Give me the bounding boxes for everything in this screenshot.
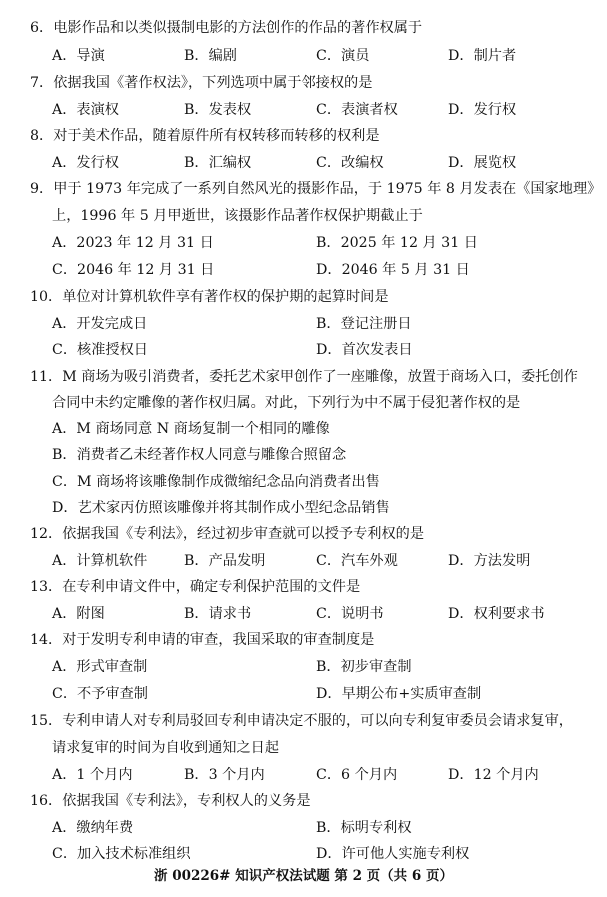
option-d: D．权利要求书 [448,606,545,622]
option-b: B．编剧 [184,48,237,64]
question-11-option-d [52,498,592,518]
option-d: D．发行权 [448,102,517,118]
option-d: D．首次发表日 [316,342,413,358]
option-b: B．登记注册日 [316,316,412,332]
question-11-stem-line2: 合同中未约定雕像的著作权归属。对此，下列行为中不属于侵犯著作权的是 [52,395,521,411]
question-10-options-row1 [52,314,592,334]
option-a: A．形式审查制 [52,659,148,675]
option-c: C．6 个月内 [316,767,398,783]
option-a: A．2023 年 12 月 31 日 [52,235,214,251]
option-b: B．请求书 [184,606,252,622]
question-8-stem: 8．对于美术作品，随着原件所有权转移而转移的权利是 [30,128,380,144]
question-14-options-row2 [52,684,592,704]
option-d: D．早期公布+实质审查制 [316,686,482,702]
question-10-stem: 10．单位对计算机软件享有著作权的保护期的起算时间是 [30,289,389,305]
question-16-options-row1 [52,818,592,838]
option-c: C．表演者权 [316,102,398,118]
question-9-stem-line1: 9．甲于 1973 年完成了一系列自然风光的摄影作品，于 1975 年 8 月发表在《国家地理》 [30,181,602,197]
question-11-option-a [52,419,592,439]
option-d: D．展览权 [448,155,517,171]
question-16-stem: 16．依据我国《专利法》，专利权人的义务是 [30,793,311,809]
option-c: C．演员 [316,48,370,64]
option-a: A．计算机软件 [52,553,148,569]
question-11-stem-line1: 11．M 商场为吸引消费者，委托艺术家甲创作了一座雕像，放置于商场入口，委托创作 [30,369,578,385]
question-13-options [52,604,592,624]
question-9-options-row1 [52,233,592,253]
option-b: B．标明专利权 [316,820,412,836]
question-15-stem-line1: 15．专利申请人对专利局驳回专利申请决定不服的，可以向专利复审委员会请求复审， [30,713,573,729]
question-15-options [52,765,592,785]
option-b: B．2025 年 12 月 31 日 [316,235,478,251]
option-c: C．不予审查制 [52,686,148,702]
option-b: B．消费者乙未经著作权人同意与雕像合照留念 [52,447,347,463]
option-a: A．发行权 [52,155,119,171]
question-12-stem: 12．依据我国《专利法》，经过初步审查就可以授予专利权的是 [30,526,425,542]
question-9-stem-line2: 上，1996 年 5 月甲逝世，该摄影作品著作权保护期截止于 [52,208,423,224]
question-11-option-b [52,445,592,465]
question-10-options-row2 [52,340,592,360]
question-7-stem: 7．依据我国《著作权法》，下列选项中属于邻接权的是 [30,75,373,91]
option-c: C．说明书 [316,606,384,622]
option-d: D．方法发明 [448,553,531,569]
option-c: C．加入技术标准组织 [52,846,191,862]
option-a: A．表演权 [52,102,119,118]
question-8-options [52,153,592,173]
option-a: A．M 商场同意 N 商场复制一个相同的雕像 [52,421,330,437]
option-a: A．1 个月内 [52,767,133,783]
question-14-options-row1 [52,657,592,677]
option-d: D．2046 年 5 月 31 日 [316,262,470,278]
question-7-options [52,100,592,120]
option-a: A．开发完成日 [52,316,148,332]
page-footer: 浙 00226# 知识产权法试题 第 2 页（共 6 页） [154,868,453,884]
question-12-options [52,551,592,571]
option-b: B．汇编权 [184,155,252,171]
option-d: D．许可他人实施专利权 [316,846,470,862]
question-15-stem-line2: 请求复审的时间为自收到通知之日起 [52,740,280,756]
option-d: D．艺术家丙仿照该雕像并将其制作成小型纪念品销售 [52,500,390,516]
question-6-options [52,46,592,66]
option-d: D．制片者 [448,48,517,64]
option-b: B．发表权 [184,102,252,118]
option-a: A．导演 [52,48,105,64]
option-b: B．初步审查制 [316,659,412,675]
option-d: D．12 个月内 [448,767,539,783]
option-b: B．3 个月内 [184,767,265,783]
option-a: A．附图 [52,606,105,622]
question-11-option-c [52,472,592,492]
option-c: C．2046 年 12 月 31 日 [52,262,215,278]
question-9-options-row2 [52,260,592,280]
option-c: C．核准授权日 [52,342,148,358]
option-b: B．产品发明 [184,553,266,569]
question-14-stem: 14．对于发明专利申请的审查，我国采取的审查制度是 [30,632,375,648]
option-c: C．M 商场将该雕像制作成微缩纪念品向消费者出售 [52,474,380,490]
option-c: C．改编权 [316,155,384,171]
question-16-options-row2 [52,844,592,864]
option-a: A．缴纳年费 [52,820,134,836]
option-c: C．汽车外观 [316,553,398,569]
question-6-stem: 6．电影作品和以类似摄制电影的方法创作的作品的著作权属于 [30,20,423,36]
question-13-stem: 13．在专利申请文件中，确定专利保护范围的文件是 [30,579,361,595]
